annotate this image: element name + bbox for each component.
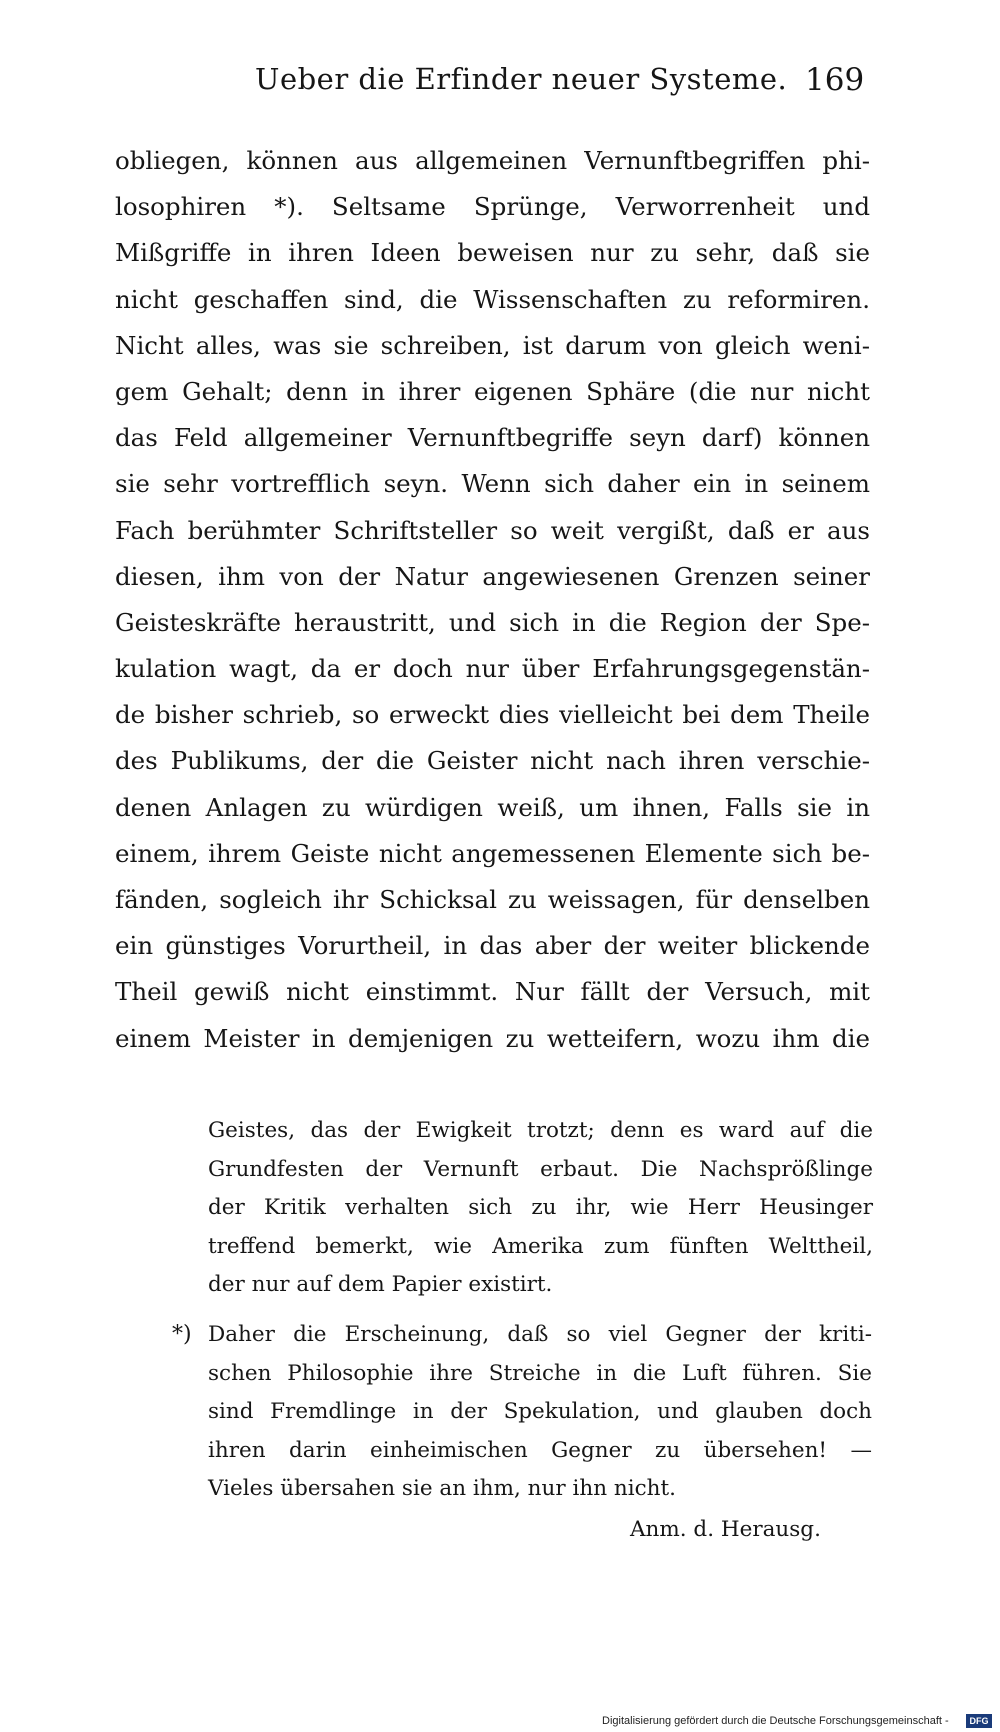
- footnote-continuation: [208, 1112, 873, 1305]
- footnote-line: Vieles übersahen sie an ihm, nur ihn nicht.: [208, 1476, 676, 1501]
- main-text-line: des Publikums, der die Geister nicht nach ihren verschie-: [115, 746, 870, 776]
- main-text-line: obliegen, können aus allgemeinen Vernunftbegriffen phi-: [115, 146, 870, 175]
- main-text-line: Fach berühmter Schriftsteller so weit vergißt, daß er aus: [115, 515, 870, 545]
- main-text-line: diesen, ihm von der Natur angewiesenen Grenzen seiner: [115, 561, 870, 591]
- footnote-line: Daher die Erscheinung, daß so viel Gegner der kriti-: [208, 1322, 872, 1347]
- main-text-line: Mißgriffe in ihren Ideen beweisen nur zu sehr, daß sie: [115, 238, 870, 268]
- footnote-body: [208, 1316, 872, 1509]
- footnote-line: Geistes, das der Ewigkeit trotzt; denn es ward auf die: [208, 1118, 873, 1143]
- footnote-line: Grundfesten der Vernunft erbaut. Die Nachsprößlinge: [208, 1156, 873, 1182]
- main-text-line: de bisher schrieb, so erweckt dies vielleicht bei dem Theile: [115, 700, 870, 730]
- main-text-line: denen Anlagen zu würdigen weiß, um ihnen, Falls sie in: [115, 792, 870, 822]
- main-text-line: einem Meister in demjenigen zu wetteifern, wozu ihm die: [115, 1023, 870, 1053]
- running-head: Ueber die Erfinder neuer Systeme.: [255, 62, 788, 96]
- footnote-line: schen Philosophie ihre Streiche in die Luft führen. Sie: [208, 1360, 872, 1386]
- footnote-attribution: Anm. d. Herausg.: [630, 1517, 821, 1542]
- footnote-marker: *): [172, 1322, 192, 1347]
- footnote-line: der Kritik verhalten sich zu ihr, wie Herr Heusinger: [208, 1195, 873, 1220]
- main-text-line: fänden, sogleich ihr Schicksal zu weissagen, für denselben: [115, 885, 870, 914]
- main-text-line: nicht geschaffen sind, die Wissenschaften zu reformiren.: [115, 284, 870, 314]
- footnote-line: ihren darin einheimischen Gegner zu übersehen! —: [208, 1437, 872, 1463]
- digitization-note: Digitalisierung gefördert durch die Deutsche Forschungsgemeinschaft -: [602, 1715, 949, 1727]
- main-text-line: kulation wagt, da er doch nur über Erfahrungsgegenstän-: [115, 654, 870, 684]
- main-text-line: sie sehr vortrefflich seyn. Wenn sich daher ein in seinem: [115, 469, 870, 499]
- footnote-line: der nur auf dem Papier existirt.: [208, 1272, 553, 1297]
- main-text-line: Geisteskräfte heraustritt, und sich in die Region der Spe-: [115, 607, 870, 637]
- main-text-line: ein günstiges Vorurtheil, in das aber der weiter blickende: [115, 931, 870, 961]
- dfg-logo: DFG: [966, 1714, 992, 1728]
- main-text-line: losophiren *). Seltsame Sprünge, Verworrenheit und: [115, 192, 870, 222]
- footnote-line: treffend bemerkt, wie Amerika zum fünften Welttheil,: [208, 1233, 873, 1259]
- main-text-line: Theil gewiß nicht einstimmt. Nur fällt der Versuch, mit: [115, 977, 870, 1007]
- main-text-line: gem Gehalt; denn in ihrer eigenen Sphäre (die nur nicht: [115, 376, 870, 406]
- main-text: [115, 138, 870, 1062]
- page-number: 169: [805, 62, 865, 98]
- main-text-line: das Feld allgemeiner Vernunftbegriffe seyn darf) können: [115, 423, 870, 453]
- main-text-line: einem, ihrem Geiste nicht angemessenen Elemente sich be-: [115, 838, 870, 868]
- footnote-line: sind Fremdlinge in der Spekulation, und glauben doch: [208, 1399, 872, 1424]
- main-text-line: Nicht alles, was sie schreiben, ist darum von gleich weni-: [115, 330, 870, 360]
